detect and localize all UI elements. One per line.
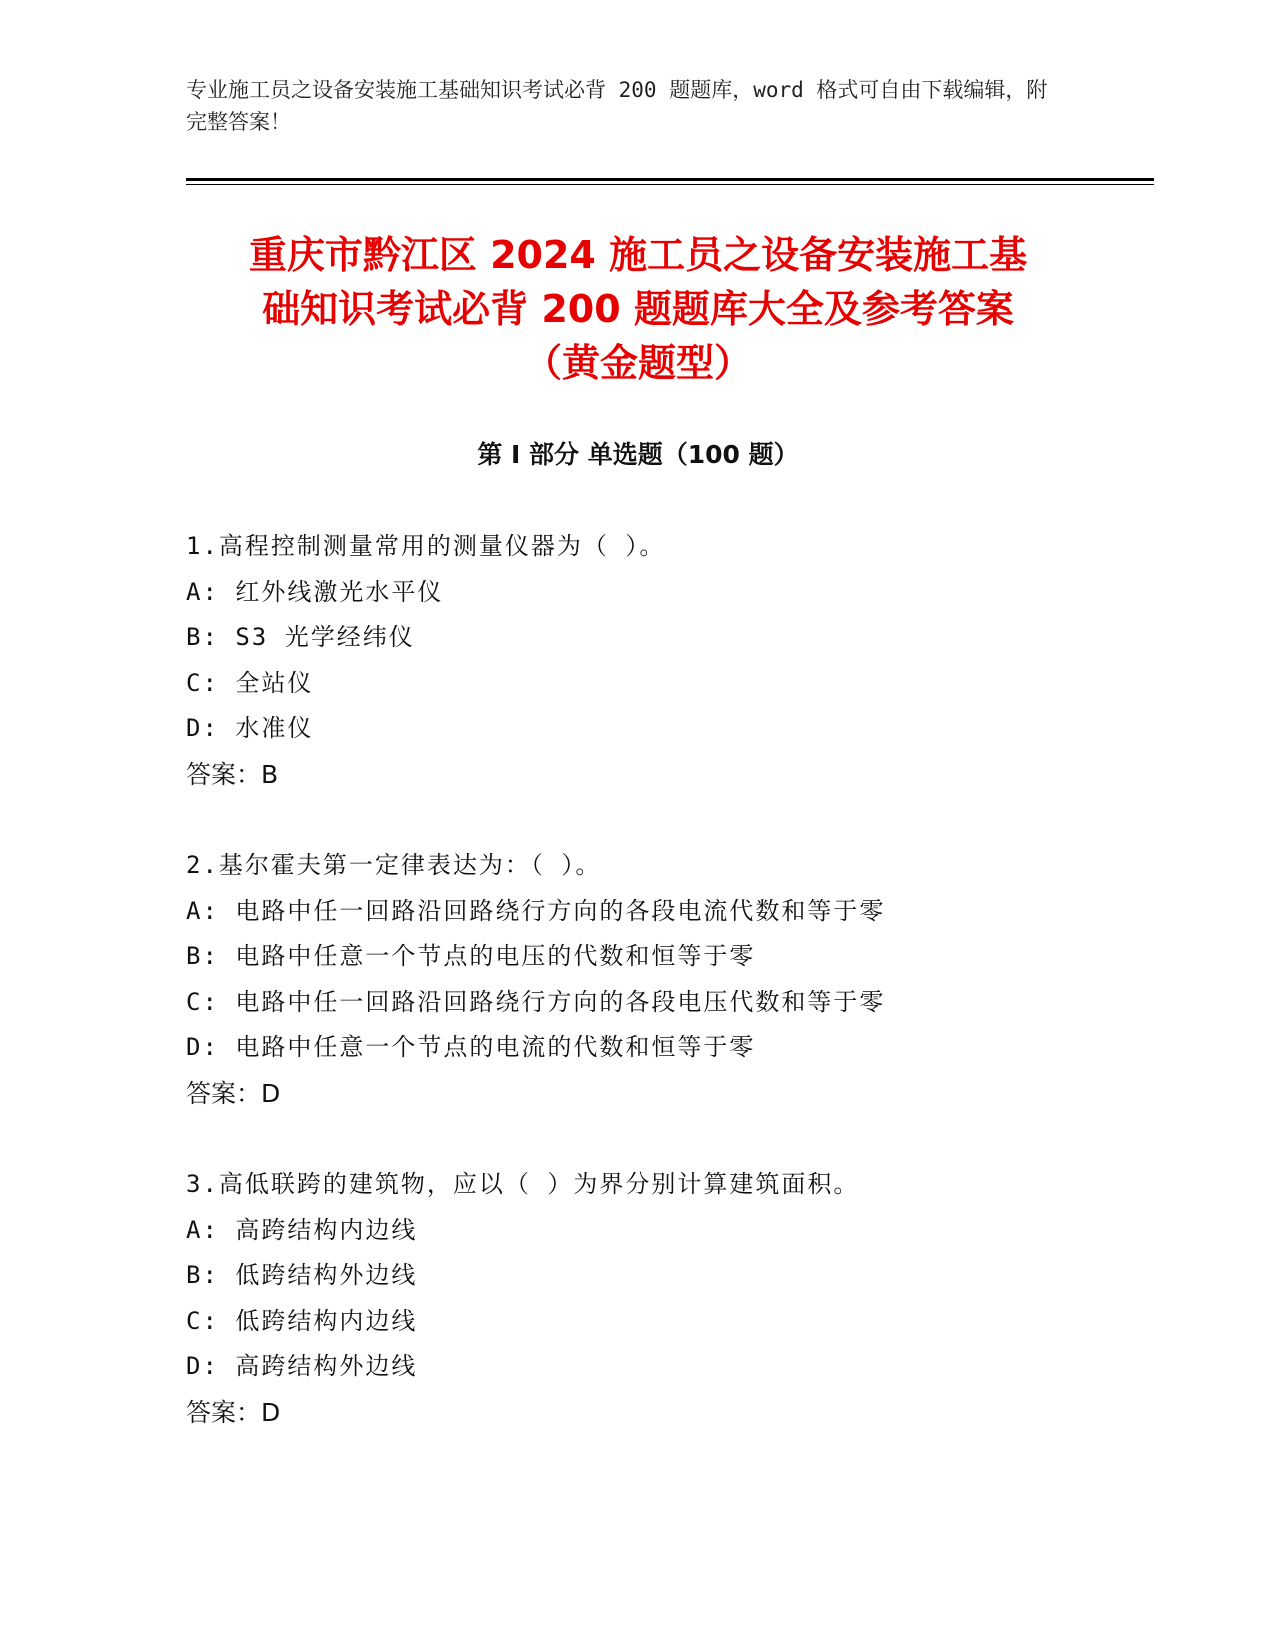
question-list	[186, 524, 1086, 1481]
option-b: B: S3 光学经纬仪	[186, 623, 415, 651]
option-a: A: 红外线激光水平仪	[186, 577, 444, 606]
option-c: C: 电路中任一回路沿回路绕行方向的各段电压代数和等于零	[186, 987, 886, 1016]
title-line-1: 重庆市黔江区 2024 施工员之设备安装施工基	[248, 233, 1028, 277]
section-title: 第 I 部分 单选题（100 题）	[477, 440, 799, 469]
question-stem: 2.基尔霍夫第一定律表达为：（ ）。	[186, 851, 602, 879]
answer: 答案：D	[186, 1397, 281, 1427]
option-c: C: 低跨结构内边线	[186, 1306, 418, 1335]
header-note: 专业施工员之设备安装施工基础知识考试必背 200 题题库，word 格式可自由下载编辑，附完整答案！	[186, 78, 1048, 134]
option-a: A: 电路中任一回路沿回路绕行方向的各段电流代数和等于零	[186, 896, 886, 925]
option-a: A: 高跨结构内边线	[186, 1215, 418, 1244]
option-c: C: 全站仪	[186, 668, 314, 697]
option-d: D: 水准仪	[186, 714, 314, 742]
option-d: D: 高跨结构外边线	[186, 1352, 418, 1380]
option-b: B: 电路中任意一个节点的电压的代数和恒等于零	[186, 942, 756, 970]
answer: 答案：D	[186, 1078, 281, 1108]
header-rule-thin	[186, 184, 1154, 185]
title-line-3: （黄金题型）	[523, 341, 752, 385]
answer: 答案：B	[186, 759, 279, 789]
question-stem: 3.高低联跨的建筑物，应以（ ）为界分别计算建筑面积。	[186, 1170, 860, 1198]
title-line-2: 础知识考试必背 200 题题库大全及参考答案	[262, 287, 1014, 331]
question-2	[186, 843, 1086, 1116]
document-title	[186, 228, 1090, 390]
question-3	[186, 1162, 1086, 1435]
option-d: D: 电路中任意一个节点的电流的代数和恒等于零	[186, 1033, 756, 1061]
header-rule-thick	[186, 178, 1154, 181]
option-b: B: 低跨结构外边线	[186, 1261, 418, 1289]
question-1	[186, 524, 1086, 797]
question-stem: 1.高程控制测量常用的测量仪器为（ ）。	[186, 532, 666, 560]
